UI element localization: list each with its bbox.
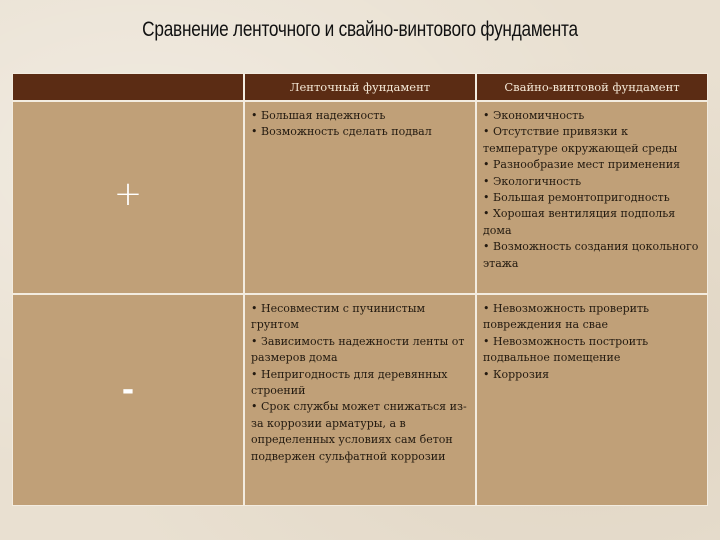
comparison-table bbox=[12, 73, 708, 506]
list-item: • Большая надежность bbox=[251, 109, 386, 122]
list-item: • Несовместим с пучинистым грунтом bbox=[251, 302, 426, 332]
plus-sign: + bbox=[113, 173, 143, 214]
row-label-advantages bbox=[12, 101, 244, 294]
page-title: Сравнение ленточного и свайно-винтового фундамента bbox=[142, 18, 578, 41]
list-item: • Зависимость надежности ленты от размеров дома bbox=[251, 334, 465, 365]
list-item: • Срок службы может снижаться из-за коррозии арматуры, а в определенных условиях сам бетон подвержен сульфатной коррозии bbox=[251, 400, 467, 463]
list-item: • Коррозия bbox=[483, 367, 550, 381]
list-item: • Большая ремонтопригодность bbox=[483, 191, 670, 205]
strip-advantages-cell bbox=[244, 101, 476, 294]
strip-disadvantages-cell bbox=[244, 294, 476, 506]
list-item: • Невозможность проверить повреждения на свае bbox=[483, 302, 650, 332]
list-item: • Возможность создания цокольного этажа bbox=[483, 240, 699, 270]
list-item: • Экологичность bbox=[483, 174, 582, 188]
minus-sign: - bbox=[121, 372, 135, 408]
screw-advantages-cell bbox=[476, 101, 708, 294]
list-item: • Непригодность для деревянных строений bbox=[251, 367, 448, 398]
list-item: • Экономичность bbox=[483, 109, 585, 122]
table-header-strip: Ленточный фундамент bbox=[244, 73, 476, 101]
row-label-disadvantages bbox=[12, 294, 244, 506]
list-item: • Невозможность построить подвальное помещение bbox=[483, 334, 649, 365]
list-item: • Возможность сделать подвал bbox=[251, 125, 432, 139]
table-header-corner bbox=[12, 73, 244, 101]
list-item: • Отсутствие привязки к температуре окружающей среды bbox=[483, 125, 678, 155]
screw-disadvantages-cell bbox=[476, 294, 708, 506]
table-header-screw: Свайно-винтовой фундамент bbox=[476, 73, 708, 101]
list-item: • Хорошая вентиляция подполья дома bbox=[483, 207, 676, 237]
list-item: • Разнообразие мест применения bbox=[483, 158, 681, 172]
